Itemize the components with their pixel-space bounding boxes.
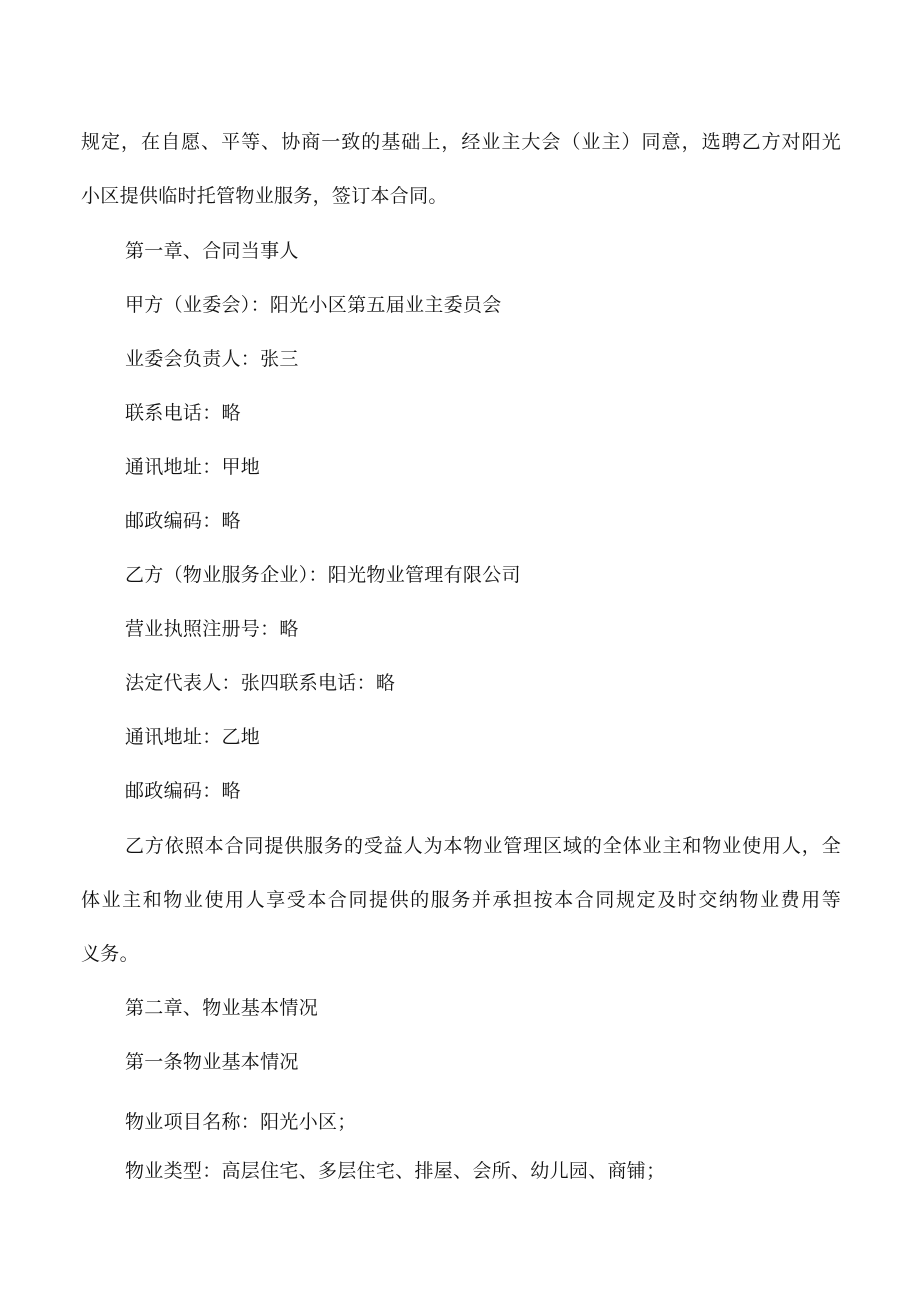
party-a-address: 通讯地址：甲地	[125, 456, 261, 478]
beneficiary-paragraph-line: 义务。	[81, 943, 139, 965]
party-a-line: 甲方（业委会）：阳光小区第五届业主委员会	[125, 294, 502, 316]
party-b-representative: 法定代表人：张四联系电话：略	[125, 672, 396, 694]
party-a-representative: 业委会负责人：张三	[125, 348, 299, 370]
party-b-license: 营业执照注册号：略	[125, 618, 299, 640]
party-a-postcode: 邮政编码：略	[125, 510, 241, 532]
paragraph-line: 小区提供临时托管物业服务，签订本合同。	[81, 185, 448, 207]
chapter-heading: 第二章、物业基本情况	[125, 997, 319, 1019]
chapter-heading: 第一章、合同当事人	[125, 240, 299, 262]
party-b-address: 通讯地址：乙地	[125, 726, 261, 748]
article-heading: 第一条物业基本情况	[125, 1051, 299, 1073]
property-type-line: 物业类型：高层住宅、多层住宅、排屋、会所、幼儿园、商铺；	[125, 1160, 666, 1182]
party-b-postcode: 邮政编码：略	[125, 780, 241, 802]
beneficiary-paragraph-line: 体业主和物业使用人享受本合同提供的服务并承担按本合同规定及时交纳物业费用等	[81, 889, 841, 911]
property-name-line: 物业项目名称：阳光小区；	[125, 1111, 357, 1133]
party-b-line: 乙方（物业服务企业）：阳光物业管理有限公司	[125, 564, 521, 586]
beneficiary-paragraph-line: 乙方依照本合同提供服务的受益人为本物业管理区域的全体业主和物业使用人，全	[125, 835, 841, 857]
party-a-phone: 联系电话：略	[125, 402, 241, 424]
paragraph-line: 规定，在自愿、平等、协商一致的基础上，经业主大会（业主）同意，选聘乙方对阳光	[81, 131, 841, 153]
